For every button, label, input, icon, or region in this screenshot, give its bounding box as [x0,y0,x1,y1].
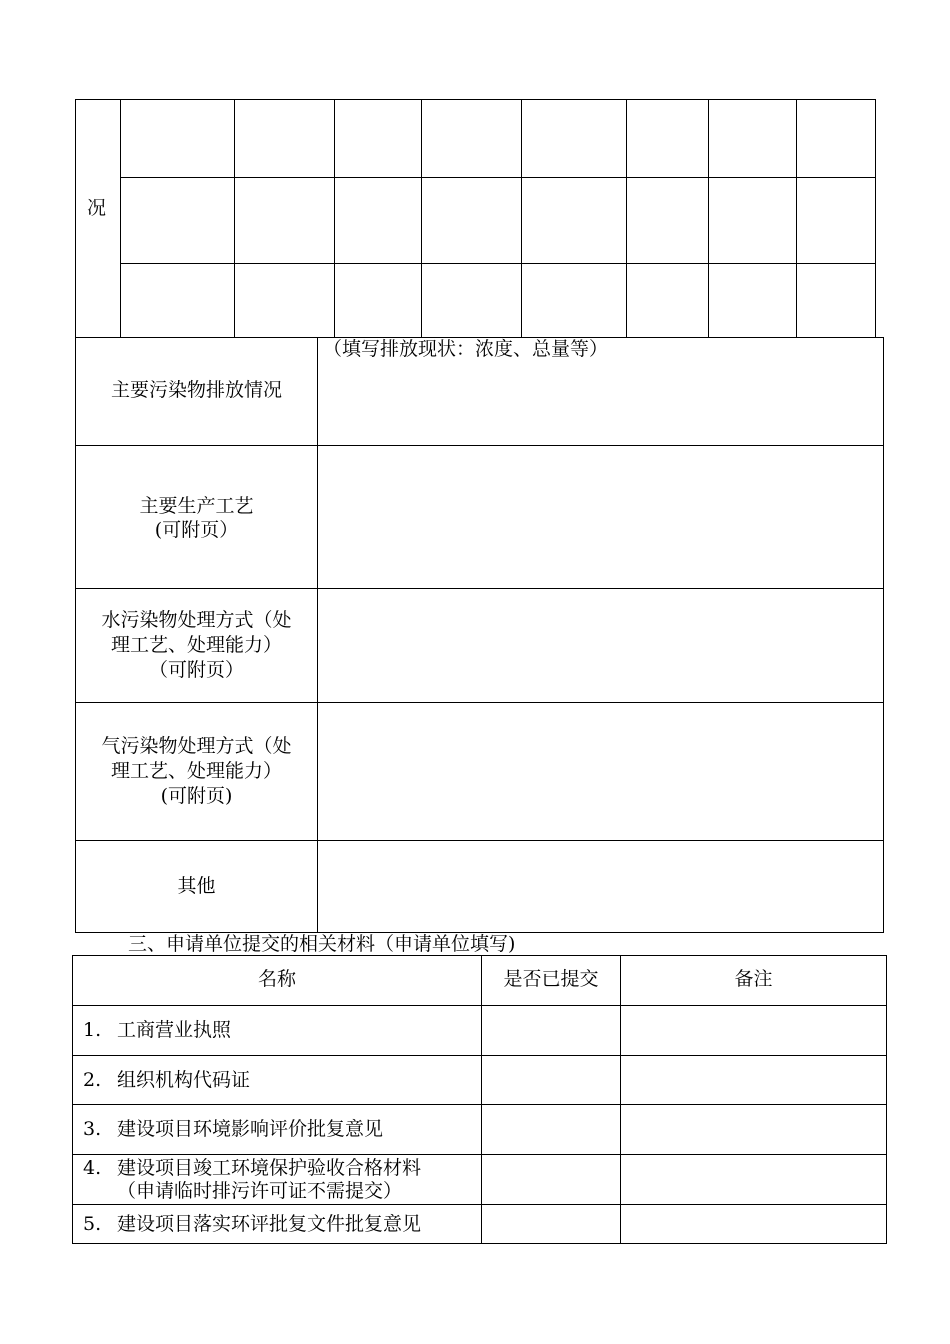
header-submitted: 是否已提交 [503,968,599,990]
label-line: (可附页) [160,785,233,807]
label-water-pollutant-treatment [76,608,317,683]
item-number: 1. [83,1019,102,1041]
item-name: 建设项目竣工环境保护验收合格材料 [117,1157,422,1179]
item-note: （申请临时排污许可证不需提交） [117,1180,403,1202]
label-line: 理工艺、处理能力） [110,634,282,656]
item-name: 组织机构代码证 [117,1069,251,1091]
label-line: 理工艺、处理能力） [110,760,282,782]
label-line: 主要生产工艺 [139,495,254,517]
item-name: 工商营业执照 [117,1019,232,1041]
label-line: 气污染物处理方式（处 [101,735,292,757]
label-other: 其他 [177,875,216,897]
item-name: 建设项目落实环评批复文件批复意见 [117,1213,422,1235]
label-main-pollutant-emission: 主要污染物排放情况 [110,379,282,401]
header-name: 名称 [257,968,296,990]
item-name: 建设项目环境影响评价批复意见 [117,1118,384,1140]
row-side-label: 况 [87,197,107,219]
item-number: 5. [83,1213,102,1235]
label-air-pollutant-treatment [76,734,317,809]
label-line: 水污染物处理方式（处 [101,609,292,631]
label-line: (可附页） [154,519,239,541]
item-number: 2. [83,1069,102,1091]
section3-heading: 三、申请单位提交的相关材料（申请单位填写) [128,933,516,955]
label-main-production-process [76,494,317,542]
label-line: （可附页） [148,659,244,681]
item-number: 3. [83,1118,102,1140]
emission-status-hint: （填写排放现状：浓度、总量等） [323,338,609,360]
item-number: 4. [83,1157,102,1179]
header-remarks: 备注 [734,968,773,990]
